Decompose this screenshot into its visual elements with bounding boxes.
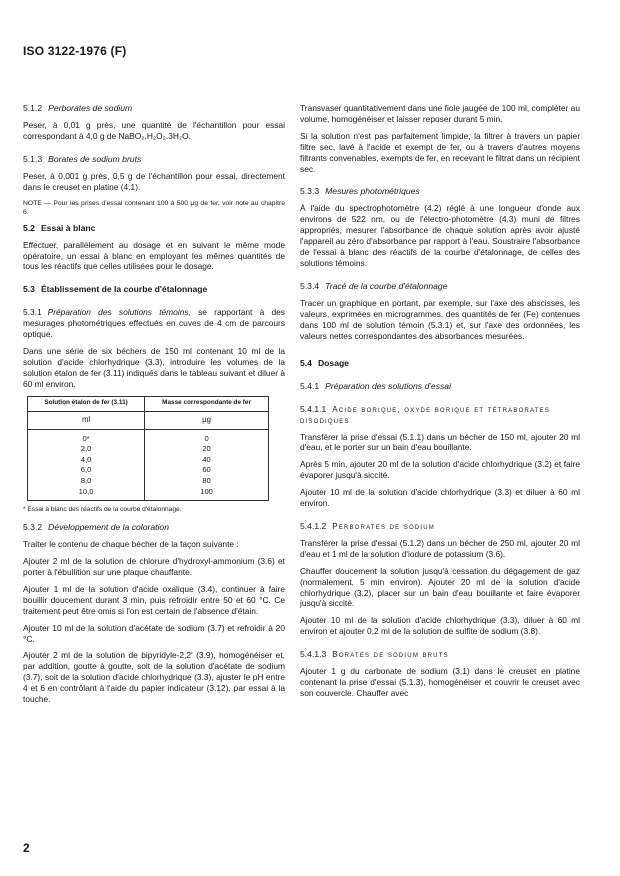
table-cell: 4,0 (80, 454, 92, 464)
heading-5-4-1-2: 5.4.1.2 Perborates de sodium (300, 520, 435, 531)
table-header: Solution étalon de fer (3.11) (28, 396, 145, 411)
paragraph: Transférer la prise d'essai (5.1.1) dans un bécher de 150 ml, ajouter 20 ml d'eau, et le porter sur un bain d'eau bouillante. (300, 431, 580, 453)
paragraph: Ajouter 2 ml de la solution de bipyridyle-2,2' (3.9), homogénéiser et, par addition, goutte à goutte, soit de la solution d'acétate de sodium (3.7), soit de la solution d'acide chlorhydrique (3.3), ajuster le pH entre 4 et 6 en contrôlant à l'aide du papier indicateur (3.12), par essai à la touche. (23, 650, 285, 705)
paragraph: Peser, à 0,001 g près, 0,5 g de l'échantillon pour essai, directement dans le creuset en platine (4.1). (23, 170, 285, 192)
table-cell: 40 (202, 454, 211, 464)
table-footnote: * Essai à blanc des réactifs de la courbe d'étalonnage. (23, 506, 182, 514)
heading-5-4-1: 5.4.1 Préparation des solutions d'essai (300, 380, 451, 391)
table-unit: ml (28, 411, 145, 429)
table-cell: 60 (202, 465, 211, 475)
paragraph: Après 5 min, ajouter 20 ml de la solution d'acide chlorhydrique (3.2) et faire évaporer jusqu'à siccité. (300, 459, 580, 481)
heading-5-1-3: 5.1.3 Borates de sodium bruts (23, 153, 142, 164)
heading-5-2: 5.2 Essai à blanc (23, 222, 96, 233)
table-column-volume (28, 429, 145, 501)
paragraph: Peser, à 0,01 g près, une quantité de l'échantillon pour essai correspondant à 4,0 g de NaBO₂.H₂O₂.3H₂O. (23, 120, 285, 141)
document-header: ISO 3122-1976 (F) (23, 44, 127, 58)
note: NOTE — Pour les prises d'essai contenant 100 à 500 µg de fer, voir note au chapitre 6. (23, 199, 285, 216)
paragraph: Ajouter 1 ml de la solution d'acide oxalique (3.4), continuer à faire bouillir doucement durant 3 min, puis refroidir entre 50 et 60 °C. Ce traitement peut être omis si l'on est certain de l'absence d'étain. (23, 583, 285, 616)
right-column (300, 103, 580, 705)
table-cell: 80 (202, 476, 211, 486)
paragraph: Effectuer, parallèlement au dosage et en suivant le même mode opératoire, un essai à blanc en employant les mêmes quantités de tous les réactifs que celles utilisées pour le dosage. (23, 239, 285, 272)
heading-5-4: 5.4 Dosage (300, 357, 349, 368)
heading-5-4-1-3: 5.4.1.3 Borates de sodium bruts (300, 649, 449, 660)
heading-5-3-2: 5.3.2 Développement de la coloration (23, 522, 169, 533)
table-cell: 0* (82, 433, 90, 443)
heading-5-3-3: 5.3.3 Mesures photométriques (300, 186, 420, 197)
paragraph: Ajouter 10 ml de la solution d'acétate de sodium (3.7) et refroidir à 20 °C. (23, 622, 285, 644)
paragraph: Si la solution n'est pas parfaitement limpide, la filtrer à travers un papier filtre sec, lavé à l'acide et exempt de fer, ou à travers d'autres moyens filtrants convenables, exempts de fer, en recevant le filtrat dans un récipient sec. (300, 130, 580, 174)
paragraph: Dans une série de six béchers de 150 ml contenant 10 ml de la solution d'acide chlorhydrique (3.3), introduire les volumes de la solution étalon de fer (3.11) indiqués dans le tableau suivant et diluer à 60 ml environ. (23, 346, 285, 389)
paragraph: Transvaser quantitativement dans une fiole jaugée de 100 ml, compléter au volume, homogénéiser et laisser reposer durant 5 min. (300, 103, 580, 124)
paragraph: Ajouter 10 ml de la solution d'acide chlorhydrique (3.3) et diluer à 60 ml environ. (300, 487, 580, 509)
table-cell: 10,0 (78, 486, 94, 496)
table-unit: µg (145, 411, 269, 429)
paragraph: Traiter le contenu de chaque bécher de la façon suivante : (23, 539, 239, 550)
paragraph: Tracer un graphique en portant, par exemple, sur l'axe des abscisses, les valeurs, exprimées en microgrammes, des quantités de fer (Fe) contenues dans 100 ml de solution témoin (5.3.1) et, sur l'axe des ordonnées, les valeurs nettes correspondantes des absorbances mesurées. (300, 297, 580, 341)
table-cell: 2,0 (80, 444, 92, 454)
paragraph: À l'aide du spectrophotomètre (4.2) réglé à une longueur d'onde aux environs de 522 nm, ou de l'électro-photomètre (4.3) muni de filtres appropriés, mesurer l'absorbance de chaque solution après avoir ajusté l'appareil au zéro d'absorbance par rapport à l'eau. Soustraire l'absorbance de l'essai à blanc des réactifs de la courbe d'étalonnage, de celles des solutions témoins. (300, 203, 580, 268)
left-column (23, 103, 285, 711)
paragraph: Ajouter 1 g du carbonate de sodium (3.1) dans le creuset en platine contenant la prise d'essai (5.1.3), homogénéiser et couvrir le creuset avec son couvercle. Chauffer avec (300, 666, 580, 698)
table-header: Masse correspondante de fer (145, 396, 269, 411)
table-cell: 6,0 (80, 465, 92, 475)
paragraph-5-3-1: 5.3.1 Préparation des solutions témoins, se rapportant à des mesurages photométriques effectués en cuves de 4 cm de parcours optique. (23, 307, 285, 340)
paragraph: Chauffer doucement la solution jusqu'à cessation du dégagement de gaz (normalement, 5 min environ). Ajouter 20 ml de la solution d'acide chlorhydrique (3.2), placer sur un bain d'eau bouillante et faire évaporer jusqu'à siccité. (300, 565, 580, 609)
table-cell: 100 (200, 486, 213, 496)
table-cell: 8,0 (80, 476, 92, 486)
table-cell: 0 (204, 433, 209, 443)
heading-5-4-1-1: 5.4.1.1 Acide borique, oxyde borique et tétraborates disodiques (300, 403, 550, 425)
paragraph: Ajouter 2 ml de la solution de chlorure d'hydroxyl-ammonium (3.6) et porter à l'ébullition sur une plaque chauffante. (23, 556, 285, 577)
heading-5-3-4: 5.3.4 Tracé de la courbe d'étalonnage (300, 280, 448, 291)
calibration-table (27, 396, 269, 502)
table-column-mass (145, 429, 269, 501)
table-cell: 20 (202, 444, 211, 454)
paragraph: Ajouter 10 ml de la solution d'acide chlorhydrique (3.3), diluer à 60 ml environ et ajouter 0,2 ml de la solution de sulfite de sodium (3.8). (300, 615, 580, 637)
page-number: 2 (23, 841, 30, 855)
heading-5-1-2: 5.1.2 Perborates de sodium (23, 103, 133, 113)
heading-5-3: 5.3 Établissement de la courbe d'étalonnage (23, 284, 208, 295)
paragraph: Transférer la prise d'essai (5.1.2) dans un bécher de 250 ml, ajouter 20 ml d'eau et 1 ml de la solution d'iodure de potassium (3.6). (300, 537, 580, 559)
